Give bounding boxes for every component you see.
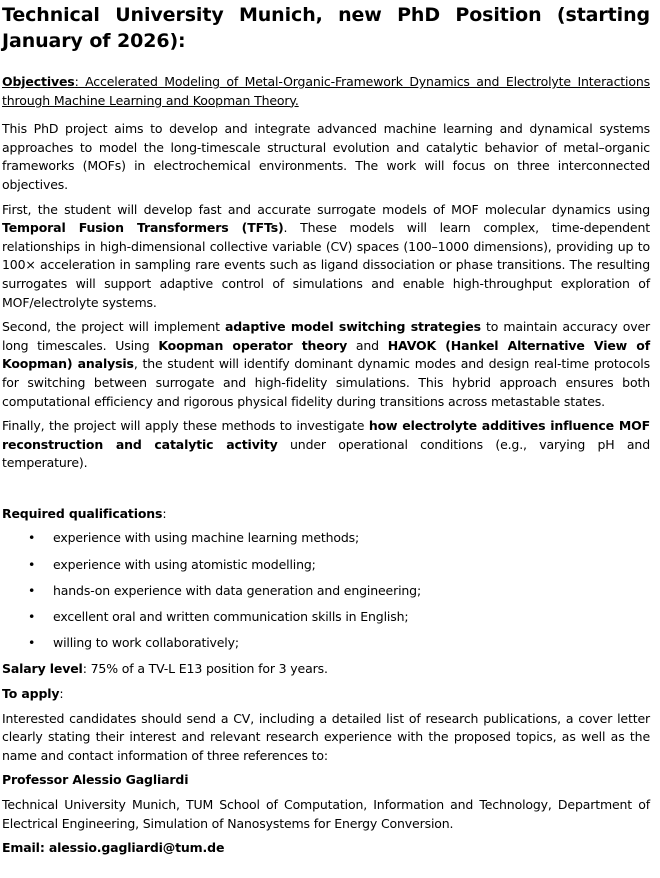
first-text-a: First, the student will develop fast and accurate surrogate models of MOF molecular dynamics using (2, 201, 650, 217)
salary-paragraph (2, 660, 650, 679)
third-text-c: under operational conditions (e.g., varying pH and temperature). (2, 436, 650, 471)
first-objective-paragraph (2, 201, 650, 313)
third-objective-paragraph (2, 417, 650, 473)
list-item (2, 608, 650, 627)
second-text-bold-1: adaptive model switching strategies (224, 319, 481, 335)
first-text-bold: Temporal Fusion Transformers (TFTs) (2, 220, 284, 236)
second-text-bold-3: HAVOK (Hankel Alternative View of Koopman) analysis (2, 337, 650, 372)
objectives-text: : Accelerated Modeling of Metal-Organic-Framework Dynamics and Electrolyte Interactions through Machine Learning and Koopman Theory. (2, 74, 650, 108)
page-title: Technical University Munich, new PhD Position (starting January of 2026): (2, 4, 650, 52)
list-item (2, 529, 650, 548)
apply-heading-text: To apply (2, 686, 60, 701)
bullet-icon: • (28, 556, 36, 572)
third-text-a: Finally, the project will apply these methods to investigate (2, 418, 369, 434)
list-item (2, 582, 650, 601)
third-text-bold: how electrolyte additives influence MOF reconstruction and catalytic activity (2, 418, 650, 452)
qualifications-list (2, 529, 650, 652)
list-item-text: experience with using machine learning methods; (53, 530, 360, 546)
first-text-c: . These models will learn complex, time-dependent relationships in high-dimensional collective variable (CV) spaces (100–1000 dimensions), providing up to 100× acceleration in sampling rare events such as ligand dissociation or phase transitions. The resulting surrogates will support adaptive control of simulations and enable high-throughput exploration of MOF/electrolyte systems. (2, 220, 650, 310)
contact-email-paragraph (2, 839, 650, 858)
list-item-text: excellent oral and written communication skills in English; (53, 609, 409, 625)
second-objective-paragraph (2, 318, 650, 411)
qualifications-heading-text: Required qualifications (2, 505, 163, 521)
salary-text: : 75% of a TV-L E13 position for 3 years. (82, 661, 328, 677)
qualifications-heading (2, 505, 650, 524)
second-text-g: , the student will identify dominant dynamic modes and design real-time protocols for switching between surrogate and high-fidelity simulations. This hybrid approach ensures both computational efficiency and rigorous physical fidelity during transitions across metastable states. (2, 356, 650, 409)
spacer (2, 479, 650, 505)
contact-affiliation: Technical University Munich, TUM School of Computation, Information and Technology, Department of Electrical Engineering, Simulation of Nanosystems for Energy Conversion. (2, 796, 650, 831)
objectives-label: Objectives (2, 74, 75, 89)
salary-label: Salary level (2, 661, 83, 677)
second-text-e: and (347, 337, 388, 353)
second-text-a: Second, the project will implement (2, 319, 225, 335)
list-item-text: hands-on experience with data generation and engineering; (53, 582, 422, 598)
second-text-c: to maintain accuracy over long timescales. Using (2, 319, 650, 353)
objectives-paragraph (2, 73, 650, 110)
email-label: Email (2, 840, 40, 856)
list-item-text: willing to work collaboratively; (53, 635, 239, 651)
bullet-icon: • (28, 530, 36, 546)
bullet-icon: • (28, 609, 36, 625)
contact-name-text: Professor Alessio Gagliardi (2, 772, 189, 788)
bullet-icon: • (28, 635, 36, 651)
second-text-bold-2: Koopman operator theory (158, 337, 348, 353)
apply-heading-colon: : (59, 686, 64, 701)
list-item (2, 634, 650, 653)
intro-paragraph: This PhD project aims to develop and integrate advanced machine learning and dynamical systems approaches to model the long-timescale structural evolution and catalytic behavior of metal–organic frameworks (MOFs) in electrochemical environments. The work will focus on three interconnected objectives. (2, 121, 650, 192)
email-address: : alessio.gagliardi@tum.de (39, 840, 225, 856)
bullet-icon: • (28, 582, 36, 598)
contact-name (2, 771, 650, 790)
apply-paragraph: Interested candidates should send a CV, including a detailed list of research publications, a cover letter clearly stating their interest and relevant research experience with the proposed topics, as well as the name and contact information of three references to: (2, 710, 650, 763)
apply-heading (2, 685, 650, 704)
list-item (2, 556, 650, 575)
list-item-text: experience with using atomistic modelling; (53, 556, 316, 572)
qualifications-heading-colon: : (162, 505, 167, 521)
